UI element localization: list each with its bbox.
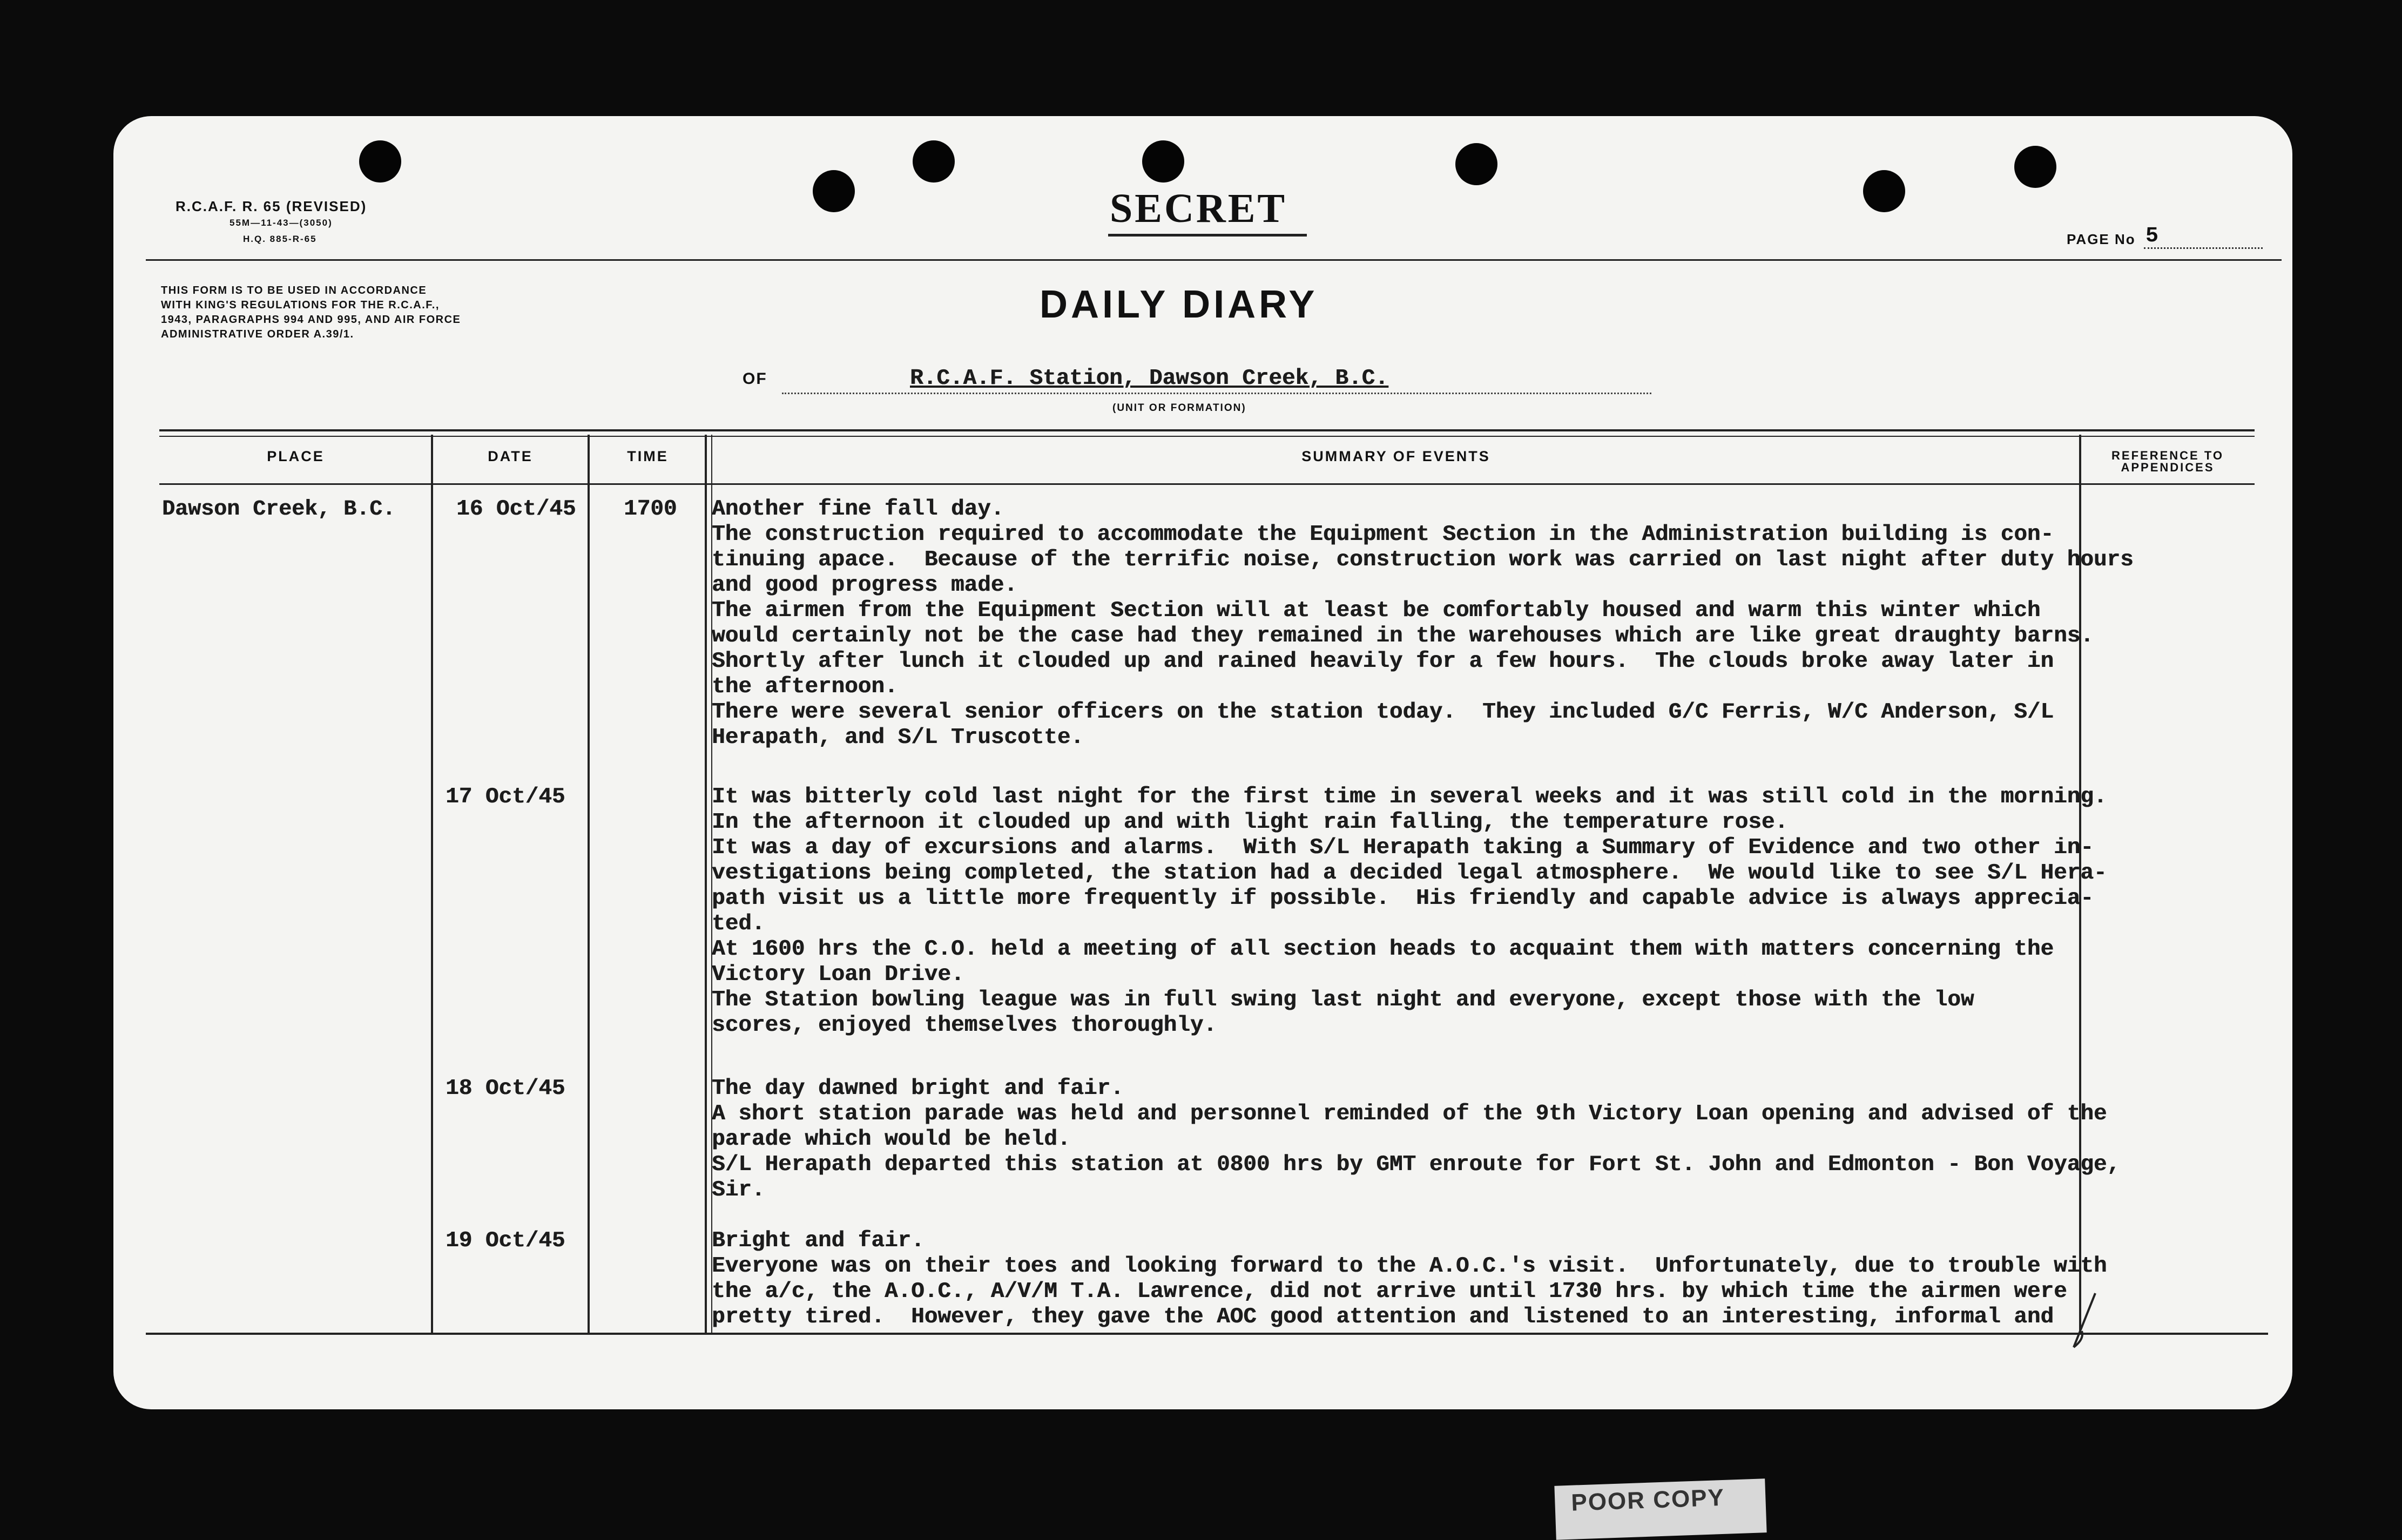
date-cell: 17 Oct/45 xyxy=(446,785,565,809)
summary-line: S/L Herapath departed this station at 0800 hrs by GMT enroute for Fort St. John and Edmonton - Bon Voyage, xyxy=(712,1152,2121,1177)
column-header-reference xyxy=(2081,450,2254,474)
unit-name: R.C.A.F. Station, Dawson Creek, B.C. xyxy=(910,366,1388,391)
column-header-place: PLACE xyxy=(267,448,325,464)
summary-line: Sir. xyxy=(712,1178,765,1203)
stamp-text: POOR COPY xyxy=(1570,1484,1725,1516)
summary-line: parade which would be held. xyxy=(712,1127,1071,1152)
classification: SECRET xyxy=(1110,186,1287,231)
notice-line: THIS FORM IS TO BE USED IN ACCORDANCE xyxy=(161,285,427,296)
summary-line: At 1600 hrs the C.O. held a meeting of all section heads to acquaint them with matters concerning the xyxy=(712,937,2054,962)
summary-line: The airmen from the Equipment Section will at least be comfortably housed and warm this winter which xyxy=(712,598,2041,623)
summary-line: Victory Loan Drive. xyxy=(712,962,964,987)
summary-entry xyxy=(712,1228,2107,1330)
table-top-rule xyxy=(159,429,2255,431)
summary-line: Everyone was on their toes and looking forward to the A.O.C.'s visit. Unfortunately, due to trouble with xyxy=(712,1254,2107,1279)
notice-line: WITH KING'S REGULATIONS FOR THE R.C.A.F., xyxy=(161,299,440,311)
diary-sheet xyxy=(113,116,2292,1409)
hq-code: H.Q. 885-R-65 xyxy=(243,234,317,244)
summary-line: tinuing apace. Because of the terrific noise, construction work was carried on last night after duty hours xyxy=(712,548,2134,572)
summary-line: The day dawned bright and fair. xyxy=(712,1076,1124,1101)
time-cell: 1700 xyxy=(624,497,677,522)
summary-entry xyxy=(712,497,2134,751)
reference-line: APPENDICES xyxy=(2121,461,2215,474)
column-divider-date xyxy=(588,435,590,1334)
summary-line: vestigations being completed, the station had a decided legal atmosphere. We would like to see S/L Hera- xyxy=(712,861,2107,886)
punch-hole xyxy=(2014,146,2056,188)
summary-line: There were several senior officers on the station today. They included G/C Ferris, W/C Anderson, S/L xyxy=(712,700,2054,725)
table-bottom-rule xyxy=(146,1333,2268,1335)
classification-underline xyxy=(1108,234,1307,237)
summary-line: ted. xyxy=(712,911,765,936)
page-number: 5 xyxy=(2145,224,2159,248)
summary-line: In the afternoon it clouded up and with light rain falling, the temperature rose. xyxy=(712,810,1788,835)
page-number-dotted-line xyxy=(2144,247,2263,249)
column-divider-place xyxy=(431,435,433,1334)
summary-line: Another fine fall day. xyxy=(712,497,1004,522)
column-divider-time xyxy=(705,435,707,1334)
poor-copy-stamp xyxy=(1554,1478,1766,1540)
header-rule xyxy=(146,259,2282,261)
page-label: PAGE No xyxy=(2067,231,2136,247)
notice-line: ADMINISTRATIVE ORDER A.39/1. xyxy=(161,328,354,340)
summary-line: The Station bowling league was in full swing last night and everyone, except those with the low xyxy=(712,988,1974,1012)
of-label: OF xyxy=(743,370,767,388)
summary-line: The construction required to accommodate the Equipment Section in the Administration building is con- xyxy=(712,522,2054,547)
form-code: R.C.A.F. R. 65 (REVISED) xyxy=(176,198,367,214)
regulation-notice xyxy=(161,283,461,342)
unit-dotted-line xyxy=(782,393,1651,394)
summary-line: would certainly not be the case had they remained in the warehouses which are like great draughty barns. xyxy=(712,624,2094,649)
table-top-rule-inner xyxy=(159,436,2255,437)
summary-line: Bright and fair. xyxy=(712,1228,925,1253)
summary-line: pretty tired. However, they gave the AOC good attention and listened to an interesting, informal and xyxy=(712,1305,2054,1329)
summary-line: the a/c, the A.O.C., A/V/M T.A. Lawrence, did not arrive until 1730 hrs. by which time the airmen were xyxy=(712,1279,2067,1304)
summary-line: the afternoon. xyxy=(712,674,898,699)
column-header-summary: SUMMARY OF EVENTS xyxy=(1301,448,1490,464)
date-cell: 16 Oct/45 xyxy=(456,497,576,522)
notice-line: 1943, PARAGRAPHS 994 AND 995, AND AIR FORCE xyxy=(161,314,461,326)
column-header-date: DATE xyxy=(488,448,533,464)
summary-line: Shortly after lunch it clouded up and rained heavily for a few hours. The clouds broke away later in xyxy=(712,649,2054,674)
summary-line: scores, enjoyed themselves thoroughly. xyxy=(712,1013,1217,1038)
pen-mark-icon xyxy=(2068,1288,2101,1353)
date-cell: 18 Oct/45 xyxy=(446,1076,565,1101)
punch-hole xyxy=(1142,140,1184,183)
summary-line: It was a day of excursions and alarms. With S/L Herapath taking a Summary of Evidence and two other in- xyxy=(712,835,2094,860)
form-title: DAILY DIARY xyxy=(1040,283,1318,326)
summary-entry xyxy=(712,785,2107,1038)
column-header-rule xyxy=(159,483,2255,485)
summary-line: Herapath, and S/L Truscotte. xyxy=(712,725,1084,750)
column-header-time: TIME xyxy=(627,448,669,464)
date-cell: 19 Oct/45 xyxy=(446,1228,565,1253)
punch-hole xyxy=(1455,143,1497,185)
summary-line: path visit us a little more frequently if possible. His friendly and capable advice is always apprecia- xyxy=(712,886,2094,911)
summary-line: and good progress made. xyxy=(712,573,1017,598)
summary-line: A short station parade was held and personnel reminded of the 9th Victory Loan opening and advised of the xyxy=(712,1102,2107,1126)
punch-hole xyxy=(813,170,855,212)
summary-line: It was bitterly cold last night for the first time in several weeks and it was still cold in the morning. xyxy=(712,785,2107,809)
unit-caption: (UNIT OR FORMATION) xyxy=(1112,402,1246,414)
print-code: 55M—11-43—(3050) xyxy=(230,218,333,228)
punch-hole xyxy=(1863,170,1905,212)
reference-line: REFERENCE TO xyxy=(2111,449,2224,462)
place-cell: Dawson Creek, B.C. xyxy=(162,497,396,522)
summary-entry xyxy=(712,1076,2120,1203)
punch-hole xyxy=(359,140,401,183)
punch-hole xyxy=(913,140,955,183)
